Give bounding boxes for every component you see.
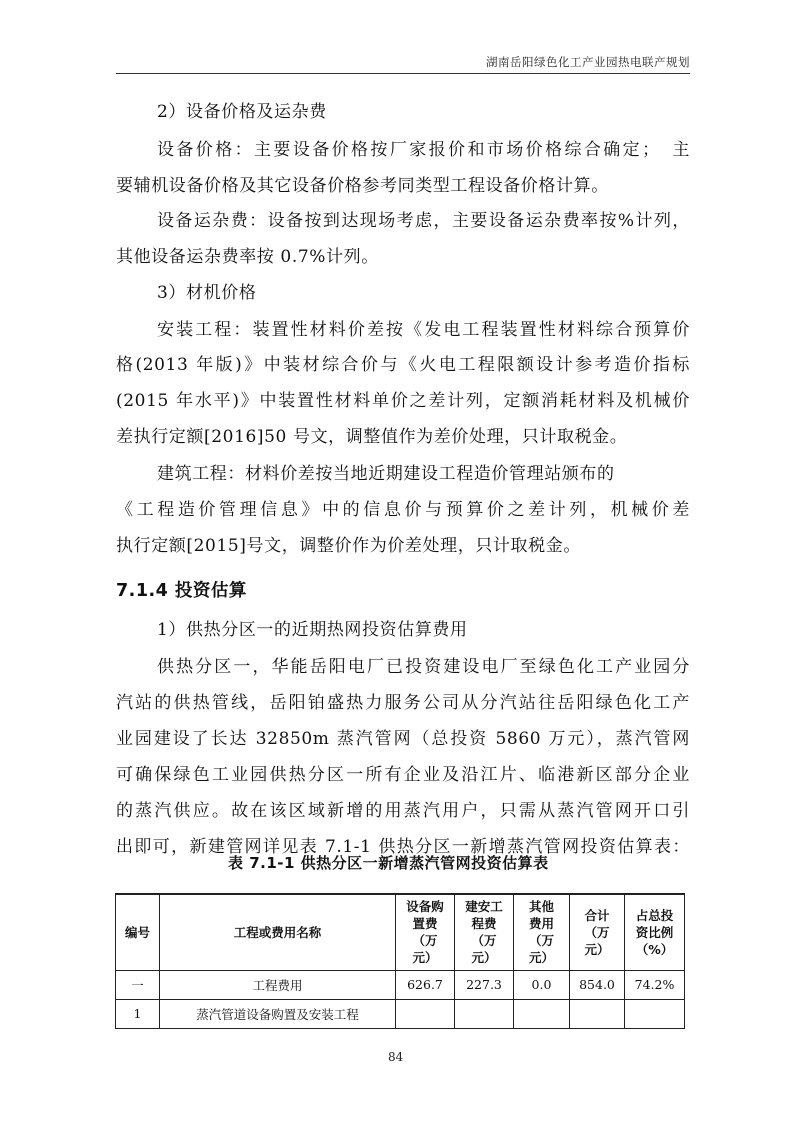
header-text: （万 [412,933,438,949]
cell-other-cost: 0.0 [514,970,570,999]
table-row [116,970,685,999]
cell-item-name: 工程费用 [160,970,396,999]
subheading-equipment-price: 2）设备价格及运杂费 [157,102,327,122]
header-text: 元） [471,950,497,966]
paragraph-line: 格(2013 年版)》中装材综合价与《火电工程限额设计参考造价指标 [116,355,690,375]
header-text: （%） [635,941,674,957]
paragraph-line: 安装工程：装置性材料价差按《发电工程装置性材料综合预算价 [157,320,690,340]
header-cell-equipment-cost [396,894,455,970]
cell-equipment-cost: 626.7 [396,970,455,999]
header-text: 元） [412,950,438,966]
header-text: （万 [471,933,497,949]
header-text: 元） [584,941,610,957]
header-text: 编号 [124,924,150,940]
header-text: 合计 [584,907,610,923]
header-text: 其他 [528,899,554,915]
paragraph-line: 执行定额[2015]号文，调整价作为价差处理，只计取税金。 [116,536,581,556]
cell-item-name: 蒸汽管道设备购置及安装工程 [160,999,396,1028]
header-text: 置费 [412,916,438,932]
header-text: 元） [528,950,554,966]
running-header: 湖南岳阳绿色化工产业园热电联产规划 [486,55,690,69]
header-rule [116,73,690,74]
header-text: 占总投 [635,907,674,923]
subheading-district-one: 1）供热分区一的近期热网投资估算费用 [157,620,468,640]
header-text: 程费 [471,916,497,932]
cell-share [625,999,685,1028]
cell-construction-cost: 227.3 [455,970,514,999]
paragraph-line: 其他设备运杂费率按 0.7%计列。 [116,247,379,267]
paragraph-line: 要辅机设备价格及其它设备价格参考同类型工程设备价格计算。 [116,176,609,196]
paragraph-line: 业园建设了长达 32850m 蒸汽管网（总投资 5860 万元），蒸汽管网 [116,729,690,749]
paragraph-line: 设备运杂费：设备按到达现场考虑，主要设备运杂费率按%计列， [157,211,690,231]
header-cell-number [116,894,160,970]
table-row [116,999,685,1028]
cell-construction-cost [455,999,514,1028]
cell-total: 854.0 [570,970,625,999]
paragraph-line: 的蒸汽供应。故在该区域新增的用蒸汽用户，只需从蒸汽管网开口引 [116,801,690,821]
paragraph-line: 可确保绿色工业园供热分区一所有企业及沿江片、临港新区部分企业 [116,765,690,785]
cell-total [570,999,625,1028]
header-cell-share [625,894,685,970]
page-number: 84 [388,1050,404,1064]
header-text: （万 [584,924,610,940]
header-text: 费用 [528,916,554,932]
paragraph-line: 《工程造价管理信息》中的信息价与预算价之差计列，机械价差 [116,500,690,520]
header-text: 工程或费用名称 [233,924,322,940]
cell-share: 74.2% [625,970,685,999]
header-cell-item-name [160,894,396,970]
header-text: 设备购 [406,899,444,915]
cell-number: 1 [116,999,160,1028]
header-text: （万 [528,933,554,949]
table-header-row [116,894,685,970]
investment-estimate-table [115,893,685,1029]
paragraph-line: 差执行定额[2016]50 号文，调整值作为差价处理，只计取税金。 [116,427,628,447]
header-cell-construction-cost [455,894,514,970]
cell-number: 一 [116,970,160,999]
table-caption: 表 7.1-1 供热分区一新增蒸汽管网投资估算表 [228,854,549,872]
cell-other-cost [514,999,570,1028]
paragraph-line: 建筑工程：材料价差按当地近期建设工程造价管理站颁布的 [157,464,615,484]
paragraph-line: 供热分区一，华能岳阳电厂已投资建设电厂至绿色化工产业园分 [157,657,690,677]
subheading-material-price: 3）材机价格 [157,283,257,303]
header-cell-total [570,894,625,970]
header-cell-other-cost [514,894,570,970]
paragraph-line: 设备价格：主要设备价格按厂家报价和市场价格综合确定； 主 [157,140,690,160]
section-heading: 7.1.4 投资估算 [116,581,247,601]
paragraph-line: 汽站的供热管线，岳阳铂盛热力服务公司从分汽站往岳阳绿色化工产 [116,693,690,713]
paragraph-line: (2015 年水平)》中装置性材料单价之差计列，定额消耗材料及机械价 [116,391,690,411]
paragraph-line: 出即可，新建管网详见表 7.1-1 供热分区一新增蒸汽管网投资估算表： [116,837,690,857]
header-text: 建安工 [465,899,503,915]
header-text: 资比例 [635,924,674,940]
cell-equipment-cost [396,999,455,1028]
